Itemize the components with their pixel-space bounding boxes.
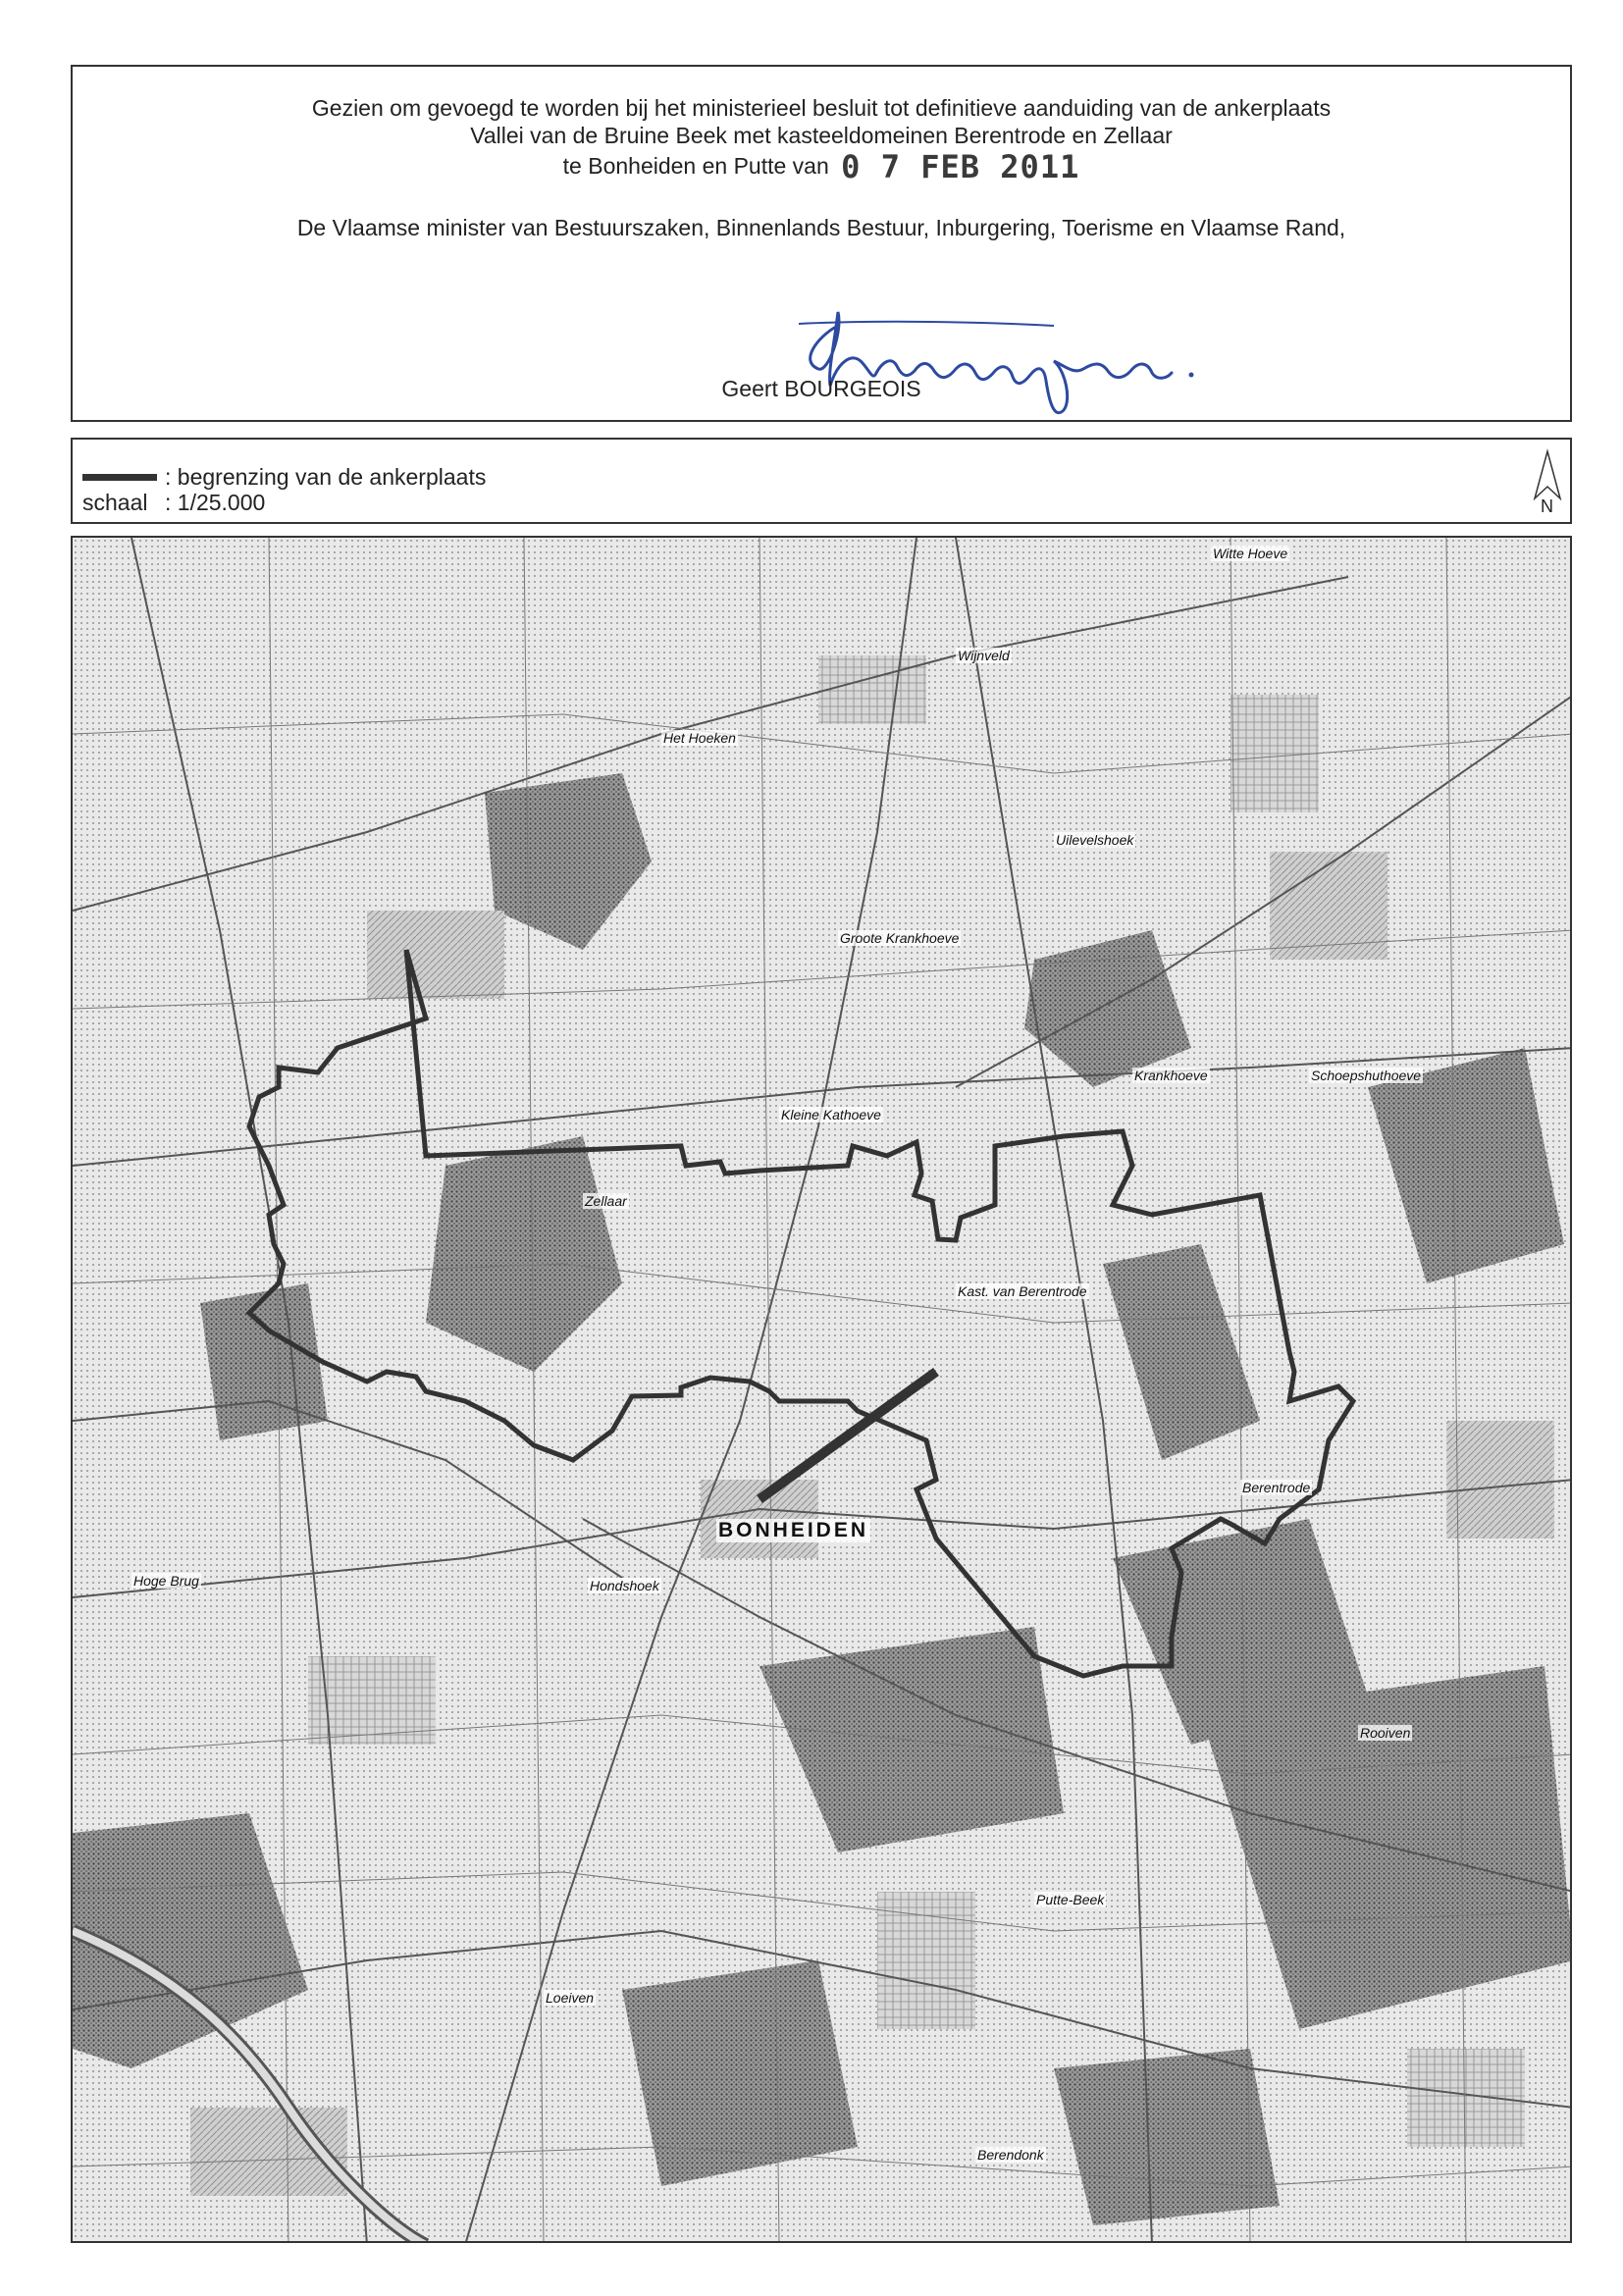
place-label-berentrode: Berentrode [1242, 1480, 1311, 1495]
place-label-groote-krankhoeve: Groote Krankhoeve [840, 930, 960, 946]
place-label-zellaar: Zellaar [585, 1193, 627, 1209]
place-label-rooiven: Rooiven [1360, 1725, 1411, 1741]
scale-value: : 1/25.000 [165, 490, 266, 515]
handwritten-signature [759, 292, 1309, 425]
decree-line-1: Gezien om gevoegd te worden bij het ministerieel besluit tot definitieve aanduiding van de ankerplaats [311, 95, 1332, 121]
map-canvas [73, 538, 1572, 2243]
decree-line-3 [73, 148, 1570, 185]
place-label-het-hoeken: Het Hoeken [663, 730, 736, 746]
scale-prefix: schaal [82, 490, 148, 515]
place-label-hondshoek: Hondshoek [590, 1578, 659, 1593]
north-label: N [1541, 496, 1553, 516]
place-label-uilevelshoek: Uilevelshoek [1056, 832, 1134, 848]
minister-title: De Vlaamse minister van Bestuurszaken, Binnenlands Bestuur, Inburgering, Toerisme en Vlaamse Rand, [296, 215, 1346, 240]
boundary-line-swatch [82, 474, 157, 481]
place-label-hoge-brug: Hoge Brug [133, 1573, 199, 1589]
place-label-kleine-kathoeve: Kleine Kathoeve [781, 1107, 881, 1122]
decree-line-3-text: te Bonheiden en Putte van [562, 153, 829, 179]
topographic-map [71, 536, 1572, 2243]
place-label-wijnveld: Wijnveld [958, 648, 1010, 663]
place-label-kasteel-berentrode: Kast. van Berentrode [958, 1283, 1087, 1299]
place-label-putte-beek: Putte-Beek [1036, 1892, 1105, 1907]
map-legend [71, 438, 1572, 524]
boundary-legend-label: : begrenzing van de ankerplaats [165, 464, 487, 490]
date-stamp: 0 7 FEB 2011 [841, 148, 1080, 185]
north-arrow-icon [1531, 447, 1564, 520]
place-label-witte-hoeve: Witte Hoeve [1213, 546, 1288, 561]
signatory-name: Geert BOURGEOIS [721, 376, 921, 401]
place-label-loeiven: Loeiven [546, 1990, 595, 2006]
place-label-krankhoeve: Krankhoeve [1134, 1068, 1208, 1083]
place-label-schoepshuthoeve: Schoepshuthoeve [1311, 1068, 1422, 1083]
town-label-bonheiden: BONHEIDEN [718, 1519, 869, 1541]
place-label-berendonk: Berendonk [977, 2147, 1044, 2163]
decree-line-2: Vallei van de Bruine Beek met kasteeldomeinen Berentrode en Zellaar [470, 123, 1173, 148]
decree-header [71, 65, 1572, 422]
